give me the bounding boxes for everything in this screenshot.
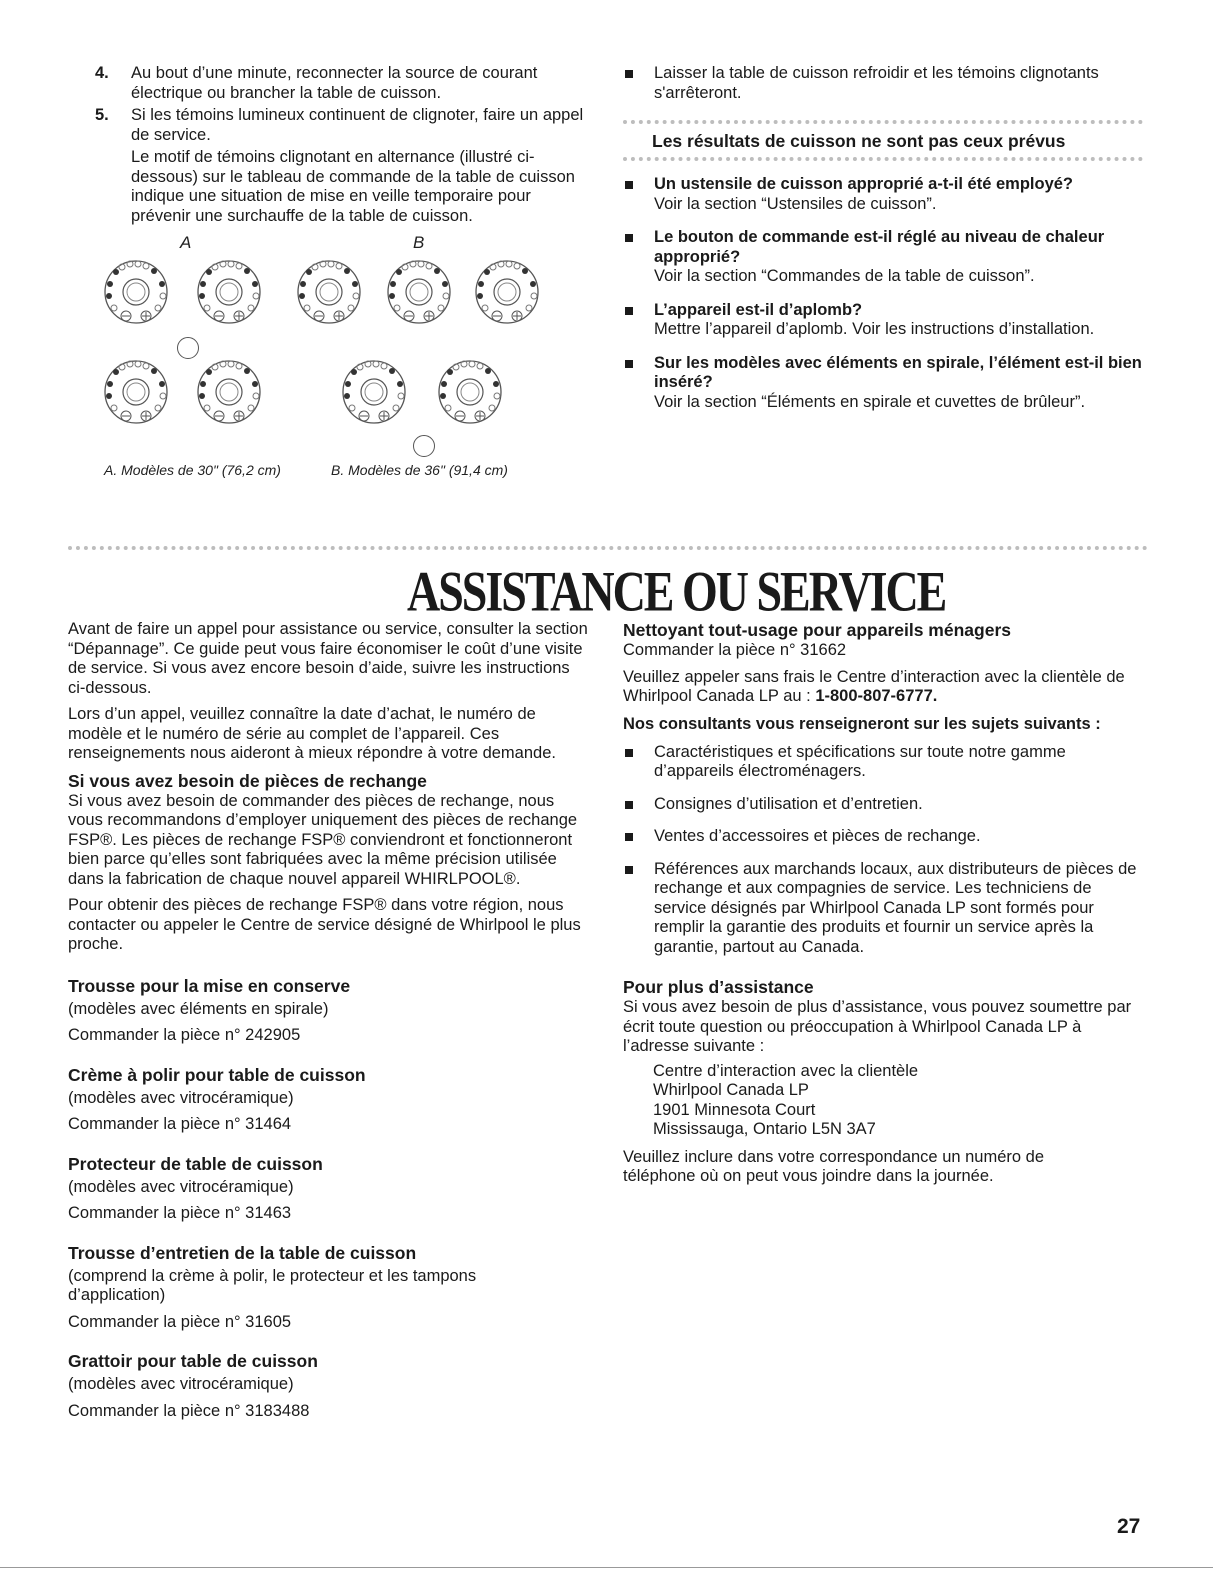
step-text: Si les témoins lumineux continuent de clignoter, faire un appel de service. <box>131 106 584 144</box>
caption-a: A. Modèles de 30" (76,2 cm) <box>104 462 281 478</box>
product-item <box>68 1154 590 1224</box>
list-item: Un ustensile de cuisson approprié a-t-il été employé? Voir la section “Ustensiles de cuisson”. <box>623 175 1143 214</box>
product-item <box>68 1243 590 1333</box>
burner-dial-icon <box>102 358 170 426</box>
product-item <box>68 1351 590 1421</box>
call-paragraph: Veuillez appeler sans frais le Centre d’interaction avec la clientèle de Whirlpool Canada LP au : 1-800-807-6777. <box>623 667 1125 705</box>
address-line: Whirlpool Canada LP <box>653 1081 809 1099</box>
closing-paragraph: Veuillez inclure dans votre correspondance un numéro de téléphone où on peut vous joindre dans la journée. <box>623 1147 1045 1185</box>
burner-dial-icon <box>340 358 408 426</box>
parts-paragraph: Pour obtenir des pièces de rechange FSP® dans votre région, nous contacter ou appeler le Centre de service désigné de Whirlpool le plus proche. <box>68 896 581 953</box>
page-number: 27 <box>1117 1515 1141 1538</box>
address-line: Mississauga, Ontario L5N 3A7 <box>653 1120 876 1138</box>
step-number: 4. <box>95 64 109 82</box>
product-order: Commander la pièce n° 3183488 <box>68 1401 310 1420</box>
divider <box>68 546 1148 550</box>
more-paragraph: Si vous avez besoin de plus d’assistance, vous pouvez soumettre par écrit toute question ou préoccupation à Whirlpool Canada LP à l’adresse suivante : <box>623 998 1132 1055</box>
more-title: Pour plus d’assistance <box>623 977 814 997</box>
step-4 <box>95 64 585 103</box>
list-item: Références aux marchands locaux, aux distributeurs de pièces de rechange et aux compagnies de service. Les techniciens de service désignés par Whirlpool Canada LP sont formés pour remplir la garantie des produits et fournir un service après la garantie, partout au Canada. <box>623 860 1145 958</box>
product-desc: (modèles avec vitrocéramique) <box>68 1177 294 1196</box>
phone-number[interactable]: 1-800-807-6777. <box>815 687 938 705</box>
burner-dial-icon <box>195 358 263 426</box>
divider <box>623 120 1143 124</box>
divider <box>623 157 1143 161</box>
burner-dial-icon <box>436 358 504 426</box>
list-item: Caractéristiques et spécifications sur toute notre gamme d’appareils électroménagers. <box>623 743 1145 782</box>
footer-rule <box>0 1567 1213 1568</box>
step-5 <box>95 106 585 145</box>
step-text: Au bout d’une minute, reconnecter la source de courant électrique ou brancher la table de cuisson. <box>131 64 538 102</box>
list-item: L’appareil est-il d’aplomb? Mettre l’appareil d’aplomb. Voir les instructions d’installation. <box>623 301 1143 340</box>
list-item: Consignes d’utilisation et d’entretien. <box>623 795 1145 815</box>
product-title: Trousse d’entretien de la table de cuisson <box>68 1242 417 1263</box>
address-line: Centre d’interaction avec la clientèle <box>653 1061 919 1080</box>
burner-dial-icon <box>102 258 170 326</box>
product-item <box>68 976 590 1046</box>
burner-dial-icon <box>295 258 363 326</box>
product-item <box>68 1065 590 1135</box>
intro-paragraph: Lors d’un appel, veuillez connaître la date d’achat, le numéro de modèle et le numéro de série au complet de l’appareil. Ces renseignements nous aideront à mieux répondre à votre demande. <box>68 705 556 762</box>
consult-list <box>623 743 1145 958</box>
product-title: Grattoir pour table de cuisson <box>68 1351 318 1371</box>
page-title: ASSISTANCE OU SERVICE <box>407 559 946 623</box>
product-title: Trousse pour la mise en conserve <box>68 975 351 996</box>
product-desc: (modèles avec vitrocéramique) <box>68 1088 294 1107</box>
cool-bullet <box>623 64 1143 116</box>
cleaner-order: Commander la pièce n° 31662 <box>623 641 847 659</box>
list-item: Sur les modèles avec éléments en spirale, l’élément est-il bien inséré? Voir la section “Éléments en spirale et cuvettes de brûleur”. <box>623 354 1143 413</box>
burner-dial-icon <box>385 258 453 326</box>
burner-dial-icon <box>473 258 541 326</box>
right-column <box>623 620 1145 1187</box>
product-desc: (modèles avec vitrocéramique) <box>68 1375 294 1393</box>
product-order: Commander la pièce n° 31464 <box>68 1115 292 1133</box>
list-item: Ventes d’accessoires et pièces de rechange. <box>623 827 1145 847</box>
parts-paragraph: Si vous avez besoin de commander des pièces de rechange, nous vous recommandons d’employer uniquement des pièces de rechange FSP®. Les pièces de rechange FSP® conviendront et fonctionneront bien parce qu’elles sont fabriquées avec la même précision utilisée dans la fabrication de chaque nouvel appareil WHIRLPOOL®. <box>68 791 578 888</box>
parts-title: Si vous avez besoin de pièces de rechange <box>68 770 427 791</box>
address-line: 1901 Minnesota Court <box>653 1100 816 1119</box>
consult-title: Nos consultants vous renseigneront sur les sujets suivants : <box>623 714 1101 733</box>
blink-note: Le motif de témoins clignotant en alternance (illustré ci-dessous) sur le tableau de commande de la table de cuisson indique une situation de mise en veille temporaire pour prévenir une surchauffe de la table de cuisson. <box>131 148 575 225</box>
power-button-icon <box>177 337 199 359</box>
list-item: Laisser la table de cuisson refroidir et les témoins clignotants s'arrêteront. <box>623 64 1143 103</box>
caption-b: B. Modèles de 36" (91,4 cm) <box>331 462 508 478</box>
section-title: Les résultats de cuisson ne sont pas ceux prévus <box>652 131 1066 151</box>
left-column <box>68 620 590 1421</box>
figure-label-a: A <box>180 233 192 252</box>
product-title: Protecteur de table de cuisson <box>68 1153 323 1174</box>
product-order: Commander la pièce n° 242905 <box>68 1026 301 1044</box>
product-desc: (modèles avec éléments en spirale) <box>68 999 329 1018</box>
product-order: Commander la pièce n° 31463 <box>68 1204 292 1222</box>
product-desc: (comprend la crème à polir, le protecteur et les tampons d’application) <box>68 1266 477 1304</box>
product-order: Commander la pièce n° 31605 <box>68 1312 292 1331</box>
troubleshoot-list <box>623 175 1143 426</box>
burner-dial-icon <box>195 258 263 326</box>
address-block <box>623 1062 1145 1140</box>
step-number: 5. <box>95 106 109 124</box>
figure-label-b: B <box>413 233 425 252</box>
product-title: Crème à polir pour table de cuisson <box>68 1064 366 1085</box>
list-item: Le bouton de commande est-il réglé au niveau de chaleur approprié? Voir la section “Commandes de la table de cuisson”. <box>623 228 1143 287</box>
intro-paragraph: Avant de faire un appel pour assistance ou service, consulter la section “Dépannage”. Ce guide peut vous faire économiser le coût d’une visite de service. Si vous avez encore besoin d’aide, suivre les instructions ci-dessous. <box>68 620 588 697</box>
cleaner-title: Nettoyant tout-usage pour appareils ménagers <box>623 620 1011 640</box>
power-button-icon <box>413 435 435 457</box>
